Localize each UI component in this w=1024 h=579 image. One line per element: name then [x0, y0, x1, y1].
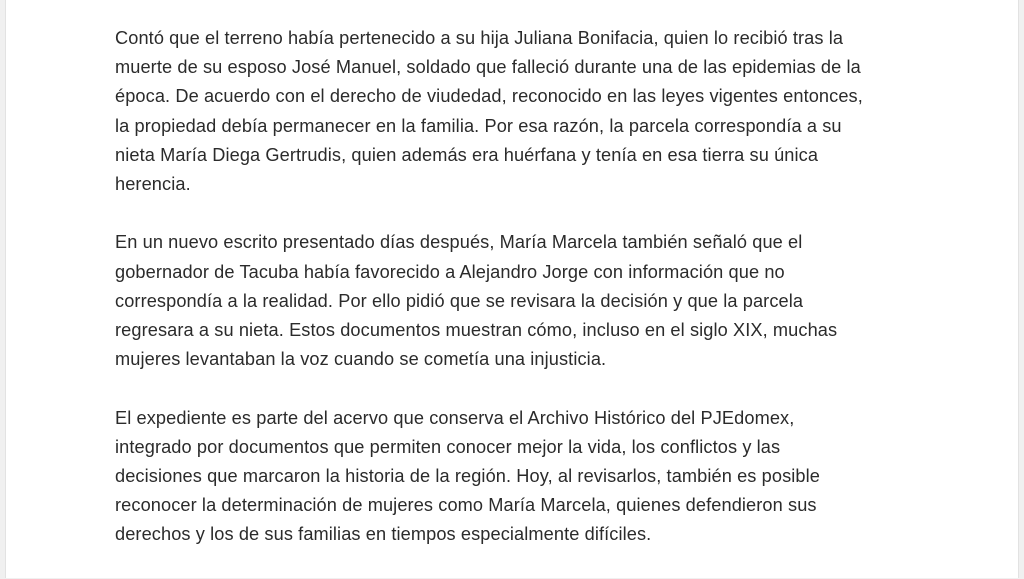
text-line: época. De acuerdo con el derecho de viudedad, reconocido en las leyes vigentes entonces,	[115, 86, 863, 107]
text-line: correspondía a la realidad. Por ello pidió que se revisara la decisión y que la parcela	[115, 290, 804, 311]
paragraph-1	[115, 24, 925, 199]
text-line: decisiones que marcaron la historia de la región. Hoy, al revisarlos, también es posible	[115, 466, 820, 487]
text-line: gobernador de Tacuba había favorecido a Alejandro Jorge con información que no	[115, 261, 785, 282]
text-line: integrado por documentos que permiten conocer mejor la vida, los conflictos y las	[115, 436, 781, 457]
text-line: derechos y los de sus familias en tiempos especialmente difíciles.	[115, 524, 652, 545]
text-line: nieta María Diega Gertrudis, quien además era huérfana y tenía en esa tierra su única	[115, 144, 819, 165]
text-line: muerte de su esposo José Manuel, soldado que falleció durante una de las epidemias de la	[115, 57, 861, 78]
text-line: regresara a su nieta. Estos documentos muestran cómo, incluso en el siglo XIX, muchas	[115, 320, 838, 341]
paragraph-2	[115, 228, 925, 374]
text-line: El expediente es parte del acervo que conserva el Archivo Histórico del PJEdomex,	[115, 407, 795, 428]
article-body	[115, 24, 925, 579]
text-line: Contó que el terreno había pertenecido a su hija Juliana Bonifacia, quien lo recibió tras la	[115, 28, 844, 48]
text-line: reconocer la determinación de mujeres como María Marcela, quienes defendieron sus	[115, 495, 817, 516]
text-line: herencia.	[115, 174, 191, 195]
text-line: En un nuevo escrito presentado días después, María Marcela también señaló que el	[115, 232, 803, 253]
text-line: la propiedad debía permanecer en la familia. Por esa razón, la parcela correspondía a su	[115, 115, 842, 136]
page-surface	[5, 0, 1019, 578]
text-line: mujeres levantaban la voz cuando se cometía una injusticia.	[115, 349, 607, 370]
paragraph-3	[115, 404, 925, 550]
